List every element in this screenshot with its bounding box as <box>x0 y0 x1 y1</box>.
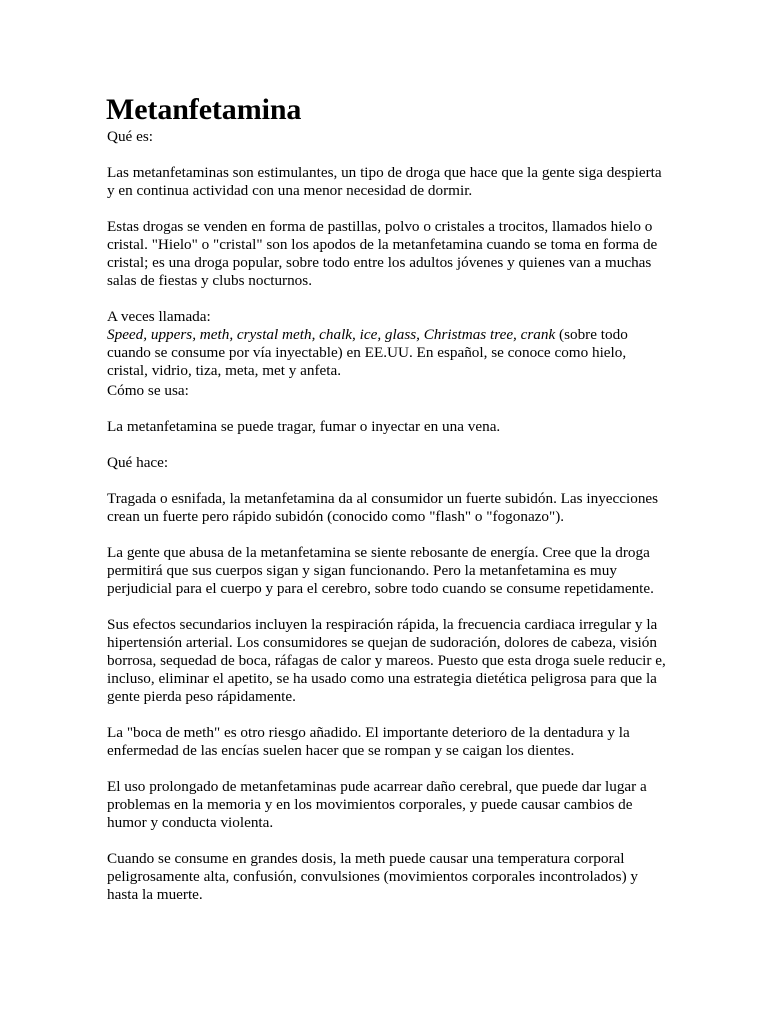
paragraph-definition: Las metanfetaminas son estimulantes, un tipo de droga que hace que la gente siga despierta y en continua actividad con una menor necesidad de dormir. <box>107 164 662 199</box>
paragraph-energy: La gente que abusa de la metanfetamina se siente rebosante de energía. Cree que la droga permitirá que sus cuerpos sigan y sigan funcionando. Pero la metanfetamina es muy perjudicial para el cuerpo y para el cerebro, sobre todo cuando se consume repetidamente. <box>107 544 654 597</box>
section-label-como-se-usa: Cómo se usa: <box>107 382 189 399</box>
paragraph-usage: La metanfetamina se puede tragar, fumar o inyectar en una vena. <box>107 418 501 435</box>
document-title: Metanfetamina <box>106 93 302 126</box>
document-page <box>107 92 667 904</box>
nicknames-italic-text: Speed, uppers, meth, crystal meth, chalk, ice, glass, Christmas tree, crank <box>107 326 556 343</box>
paragraph-side-effects: Sus efectos secundarios incluyen la respiración rápida, la frecuencia cardiaca irregular y la hipertensión arterial. Los consumidores se quejan de sudoración, dolores de cabeza, visión borrosa, sequedad de boca, ráfagas de calor y mareos. Puesto que esta droga suele reducir e, incluso, eliminar el apetito, se ha usado como una estrategia dietética peligrosa para que la gente pierda peso rápidamente. <box>107 616 666 705</box>
paragraph-brain-damage: El uso prolongado de metanfetaminas pude acarrear daño cerebral, que puede dar lugar a problemas en la memoria y en los movimientos corporales, y puede causar cambios de humor y conducta violenta. <box>107 778 647 831</box>
section-label-a-veces-llamada: A veces llamada: <box>107 308 211 325</box>
paragraph-nicknames <box>107 326 667 380</box>
paragraph-high-doses: Cuando se consume en grandes dosis, la meth puede causar una temperatura corporal peligrosamente alta, confusión, convulsiones (movimientos corporales incontrolados) y hasta la muerte. <box>107 850 639 903</box>
nicknames-rest-text: (sobre todo cuando se consume por vía inyectable) en EE.UU. En español, se conoce como hielo, cristal, vidrio, tiza, meta, met y anfeta. <box>107 326 628 379</box>
section-label-que-hace: Qué hace: <box>107 454 169 471</box>
section-label-que-es: Qué es: <box>107 128 153 145</box>
paragraph-effects-high: Tragada o esnifada, la metanfetamina da al consumidor un fuerte subidón. Las inyecciones crean un fuerte pero rápido subidón (conocido como "flash" o "fogonazo"). <box>107 490 659 525</box>
paragraph-meth-mouth: La "boca de meth" es otro riesgo añadido. El importante deterioro de la dentadura y la enfermedad de las encías suelen hacer que se rompan y se caigan los dientes. <box>107 724 630 759</box>
paragraph-forms: Estas drogas se venden en forma de pastillas, polvo o cristales a trocitos, llamados hielo o cristal. "Hielo" o "cristal" son los apodos de la metanfetamina cuando se toma en forma de cristal; es una droga popular, sobre todo entre los adultos jóvenes y quienes van a muchas salas de fiestas y clubs nocturnos. <box>107 218 658 289</box>
